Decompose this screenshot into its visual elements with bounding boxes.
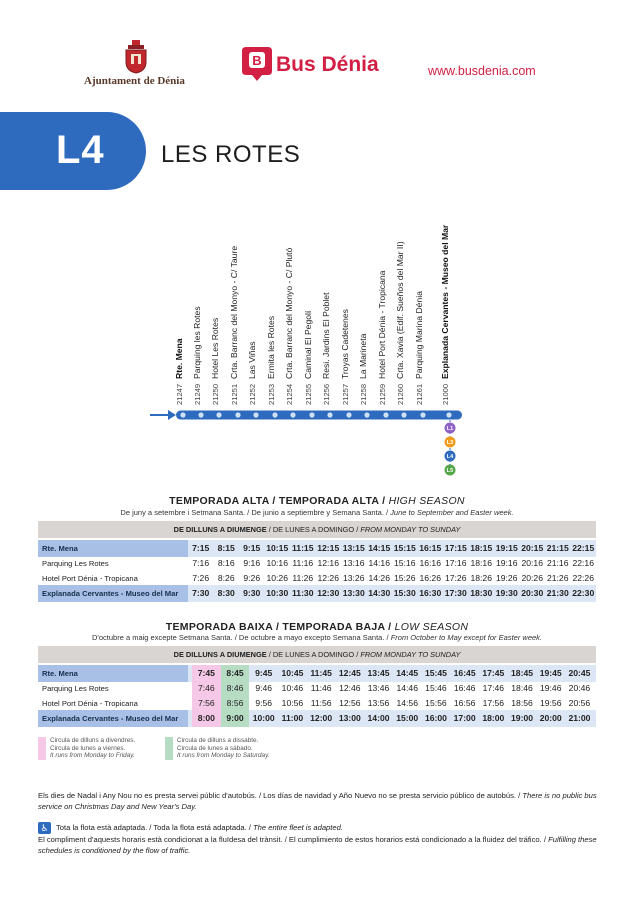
time-cell: 13:16 — [342, 558, 365, 568]
time-cell: 20:26 — [521, 573, 543, 583]
time-cell: 19:45 — [539, 668, 562, 678]
stop-name: Resi. Jardins El Poblet — [321, 292, 331, 379]
time-cell: 17:46 — [482, 683, 505, 693]
row-stop-label: Rte. Mena — [38, 540, 188, 557]
row-stop-label: Parquing Les Rotes — [42, 684, 109, 693]
time-cell: 12:45 — [338, 668, 361, 678]
time-cell: 16:46 — [453, 683, 476, 693]
stop-code: 21251 — [230, 383, 239, 405]
time-cell: 19:26 — [495, 573, 518, 583]
connection-label: L4 — [446, 454, 454, 461]
row-stop-label: Hotel Port Dénia - Tropicana — [42, 574, 138, 583]
row-stop-label: Parquing Les Rotes — [42, 559, 109, 568]
time-cell: 10:00 — [252, 713, 275, 723]
time-cell: 13:45 — [367, 668, 390, 678]
line-name: LES ROTES — [161, 141, 301, 168]
row-stop-label: Explanada Cervantes - Museo del Mar — [38, 710, 188, 727]
time-cell: 13:26 — [342, 573, 365, 583]
low-season-subtitle: D'octubre a maig excepte Setmana Santa. / De octubre a mayo excepto Semana Santa. / From October to May except for Easter week. — [92, 633, 542, 642]
time-cell: 7:45 — [192, 665, 221, 682]
time-cell: 13:56 — [367, 698, 390, 708]
time-cell: 19:16 — [495, 558, 518, 568]
start-arrow-icon — [150, 410, 176, 420]
time-cell: 19:56 — [539, 698, 562, 708]
time-cell: 12:56 — [339, 698, 361, 708]
time-cell: 13:00 — [338, 713, 361, 723]
stop-name: Caminal El Pegolí — [303, 310, 313, 379]
time-cell: 18:56 — [511, 698, 533, 708]
stop-code: 21261 — [415, 383, 424, 405]
stop-code: 21256 — [322, 383, 331, 405]
time-cell: 18:30 — [470, 588, 493, 598]
stop-dot — [216, 412, 221, 417]
time-cell: 15:26 — [393, 573, 416, 583]
connection-badge — [445, 465, 456, 476]
time-cell: 16:00 — [424, 713, 447, 723]
stop-name: La Marineta — [358, 333, 368, 379]
high-season-title: TEMPORADA ALTA / TEMPORADA ALTA / HIGH SEASON — [169, 495, 465, 507]
time-cell: 16:56 — [453, 698, 476, 708]
stop-dot — [364, 412, 369, 417]
stop-name: Hotel Port Dénia - Tropicana — [377, 270, 387, 379]
time-cell: 17:26 — [444, 573, 467, 583]
time-cell: 16:45 — [453, 668, 476, 678]
time-cell: 21:26 — [546, 573, 569, 583]
connection-badge — [445, 423, 456, 434]
time-cell: 18:16 — [470, 558, 492, 568]
time-cell: 13:46 — [367, 683, 390, 693]
time-cell: 7:56 — [192, 695, 221, 712]
time-cell: 10:15 — [266, 543, 289, 553]
time-cell: 7:16 — [192, 558, 210, 568]
svg-text:B: B — [252, 53, 262, 68]
time-cell: 11:46 — [310, 683, 332, 693]
weekday-legend-text: Circula de dilluns a divendres. Circula de lunes a viernes. It runs from Monday to Friday. — [50, 737, 136, 760]
time-cell: 18:45 — [511, 668, 534, 678]
stop-name: Crta. Barranc del Monyo - C/ Taure — [229, 245, 239, 379]
time-cell: 20:00 — [539, 713, 562, 723]
stop-dot — [235, 412, 240, 417]
time-cell: 10:45 — [281, 668, 304, 678]
stop-code: 21247 — [175, 383, 184, 405]
low-season-days-header: DE DILLUNS A DIUMENGE / DE LUNES A DOMINGO / FROM MONDAY TO SUNDAY — [38, 646, 596, 663]
time-cell: 8:45 — [221, 665, 250, 682]
time-cell: 15:15 — [393, 543, 416, 553]
time-cell: 22:15 — [572, 543, 595, 553]
low-season-title: TEMPORADA BAIXA / TEMPORADA BAJA / LOW SEASON — [165, 621, 469, 633]
time-cell: 17:00 — [453, 713, 476, 723]
time-cell: 15:30 — [393, 588, 416, 598]
time-cell: 12:16 — [317, 558, 339, 568]
stop-code: 21255 — [304, 383, 313, 405]
high-season-subtitle: De juny a setembre i Setmana Santa. / De junio a septiembre y Semana Santa. / June to September and Easter week. — [120, 508, 514, 517]
time-cell: 10:46 — [281, 683, 304, 693]
time-cell: 20:30 — [521, 588, 544, 598]
time-cell: 14:46 — [396, 683, 418, 693]
stop-code: 21254 — [285, 383, 294, 405]
stop-code: 21258 — [359, 383, 368, 405]
stop-code: 21250 — [211, 383, 220, 405]
stop-dot — [401, 412, 406, 417]
time-cell: 11:16 — [292, 558, 314, 568]
council-name: Ajuntament de Dénia — [84, 75, 185, 87]
time-cell: 13:15 — [342, 543, 365, 553]
time-cell: 18:00 — [482, 713, 505, 723]
stop-dot — [290, 412, 295, 417]
traffic-note: El compliment d'aquests horaris està condicionat a la fluïdesa del trànsit. / El cumplimiento de estos horarios está condicionado a la fluidez del tráfico. / Fulfilling these schedules is conditioned by the flow of traffic. — [38, 835, 597, 855]
time-cell: 14:30 — [368, 588, 391, 598]
website-link[interactable]: www.busdenia.com — [428, 64, 536, 78]
time-cell: 16:16 — [419, 558, 441, 568]
time-cell: 8:00 — [192, 710, 221, 727]
time-cell: 7:15 — [192, 543, 210, 553]
time-cell: 16:15 — [419, 543, 442, 553]
time-cell: 9:16 — [243, 558, 261, 568]
row-stop-label: Hotel Port Dénia - Tropicana — [42, 699, 138, 708]
stop-code: 21252 — [248, 383, 257, 405]
connection-badge — [445, 437, 456, 448]
connection-badge — [445, 451, 456, 462]
stop-code: 21000 — [441, 383, 450, 405]
time-cell: 8:16 — [217, 558, 235, 568]
time-cell: 21:00 — [568, 713, 591, 723]
time-cell: 19:30 — [495, 588, 518, 598]
time-cell: 21:15 — [546, 543, 569, 553]
time-cell: 14:26 — [368, 573, 390, 583]
time-cell: 20:45 — [568, 668, 591, 678]
time-cell: 16:30 — [419, 588, 442, 598]
stop-dot — [198, 412, 203, 417]
fleet-note: Tota la flota està adaptada. / Toda la flota está adaptada. / The entire fleet is adapted. — [56, 823, 343, 832]
stop-name: Explanada Cervantes - Museo del Mar — [440, 224, 450, 379]
time-cell: 14:15 — [368, 543, 391, 553]
time-cell: 18:46 — [511, 683, 533, 693]
time-cell: 12:30 — [317, 588, 340, 598]
time-cell: 9:26 — [243, 573, 261, 583]
time-cell: 18:26 — [470, 573, 492, 583]
weekday-legend-swatch — [38, 737, 46, 760]
time-cell: 22:16 — [572, 558, 594, 568]
stop-code: 21249 — [193, 383, 202, 405]
time-cell: 11:30 — [291, 588, 314, 598]
time-cell: 22:26 — [572, 573, 594, 583]
stop-dot — [420, 412, 425, 417]
saturday-legend-swatch — [165, 737, 173, 760]
time-cell: 8:46 — [221, 680, 250, 697]
time-cell: 7:46 — [192, 680, 221, 697]
time-cell: 21:30 — [546, 588, 569, 598]
time-cell: 9:15 — [243, 543, 261, 553]
holiday-note: Els dies de Nadal i Any Nou no es presta servei públic d'autobús. / Los días de navidad y Año Nuevo no se presta servicio público de autobús. / There is no public bus service on Christmas Day and New Year's Day. — [38, 791, 597, 811]
time-cell: 9:30 — [243, 588, 261, 598]
stop-dot — [446, 412, 451, 417]
row-stop-label: Explanada Cervantes - Museo del Mar — [38, 585, 188, 602]
time-cell: 15:16 — [393, 558, 416, 568]
time-cell: 14:00 — [367, 713, 390, 723]
stop-dot — [272, 412, 277, 417]
time-cell: 11:56 — [310, 698, 332, 708]
time-cell: 9:45 — [255, 668, 273, 678]
time-cell: 12:00 — [310, 713, 333, 723]
time-cell: 12:26 — [317, 573, 339, 583]
time-cell: 20:16 — [521, 558, 543, 568]
stop-dot — [253, 412, 258, 417]
time-cell: 17:56 — [482, 698, 505, 708]
wheelchair-icon: ♿ — [38, 822, 51, 834]
time-cell: 7:26 — [192, 573, 210, 583]
time-cell: 8:30 — [217, 588, 235, 598]
time-cell: 11:00 — [281, 713, 304, 723]
time-cell: 8:26 — [217, 573, 235, 583]
stop-dot — [346, 412, 351, 417]
time-cell: 15:56 — [425, 698, 447, 708]
stop-dot — [383, 412, 388, 417]
stop-code: 21253 — [267, 383, 276, 405]
time-cell: 14:56 — [396, 698, 418, 708]
line-code: L4 — [56, 128, 105, 172]
time-cell: 17:45 — [482, 668, 505, 678]
time-cell: 15:00 — [396, 713, 419, 723]
time-cell: 15:46 — [425, 683, 447, 693]
time-cell: 19:00 — [511, 713, 534, 723]
time-cell: 14:16 — [368, 558, 390, 568]
time-cell: 10:56 — [281, 698, 304, 708]
time-cell: 8:56 — [221, 695, 250, 712]
time-cell: 17:16 — [444, 558, 467, 568]
time-cell: 17:30 — [444, 588, 467, 598]
stop-name: Crta. Barranc del Monyo - C/ Plutó — [284, 247, 294, 379]
time-cell: 11:45 — [310, 668, 332, 678]
stop-name: Parquing Marina Dénia — [414, 291, 424, 379]
stop-name: Las Viñas — [247, 341, 257, 379]
time-cell: 10:16 — [266, 558, 288, 568]
time-cell: 17:15 — [444, 543, 467, 553]
time-cell: 13:30 — [342, 588, 365, 598]
time-cell: 20:15 — [521, 543, 544, 553]
time-cell: 22:30 — [572, 588, 595, 598]
time-cell: 11:26 — [292, 573, 314, 583]
time-cell: 8:15 — [217, 543, 235, 553]
connection-label: L1 — [446, 426, 454, 433]
stop-dot — [180, 412, 185, 417]
time-cell: 20:46 — [568, 683, 591, 693]
stop-name: Crta. Xavia (Edif. Sueños del Mar II) — [395, 241, 405, 379]
bus-brand-name: Bus Dénia — [276, 53, 379, 76]
stop-code: 21257 — [341, 383, 350, 405]
time-cell: 11:15 — [291, 543, 314, 553]
time-cell: 10:26 — [266, 573, 288, 583]
stop-code: 21260 — [396, 383, 405, 405]
time-cell: 12:15 — [317, 543, 340, 553]
time-cell: 7:30 — [192, 588, 210, 598]
time-cell: 20:56 — [568, 698, 591, 708]
stop-name: Ermita les Rotes — [266, 315, 276, 379]
stop-dot — [309, 412, 314, 417]
time-cell: 15:45 — [424, 668, 447, 678]
stop-name: Troyas Cadetenes — [340, 309, 350, 379]
time-cell: 18:15 — [470, 543, 493, 553]
time-cell: 21:16 — [546, 558, 569, 568]
connection-label: L3 — [446, 440, 454, 447]
connection-label: L5 — [446, 468, 454, 475]
high-season-days-header: DE DILLUNS A DIUMENGE / DE LUNES A DOMINGO / FROM MONDAY TO SUNDAY — [38, 521, 596, 538]
time-cell: 9:00 — [221, 710, 250, 727]
time-cell: 10:30 — [266, 588, 289, 598]
stop-name: Hotel Les Rotes — [210, 317, 220, 379]
time-cell: 9:46 — [255, 683, 273, 693]
saturday-legend-text: Circula de dilluns a dissabte. Circula de lunes a sábado. It runs from Monday to Saturday. — [177, 737, 270, 760]
row-stop-label: Rte. Mena — [38, 665, 188, 682]
stop-code: 21259 — [378, 383, 387, 405]
time-cell: 16:26 — [419, 573, 441, 583]
time-cell: 19:46 — [539, 683, 562, 693]
stop-dot — [327, 412, 332, 417]
time-cell: 19:15 — [495, 543, 518, 553]
time-cell: 14:45 — [396, 668, 419, 678]
time-cell: 12:46 — [339, 683, 361, 693]
time-cell: 9:56 — [255, 698, 273, 708]
stop-name: Parquing les Rotes — [192, 306, 202, 379]
stop-name: Rte. Mena — [174, 338, 184, 379]
